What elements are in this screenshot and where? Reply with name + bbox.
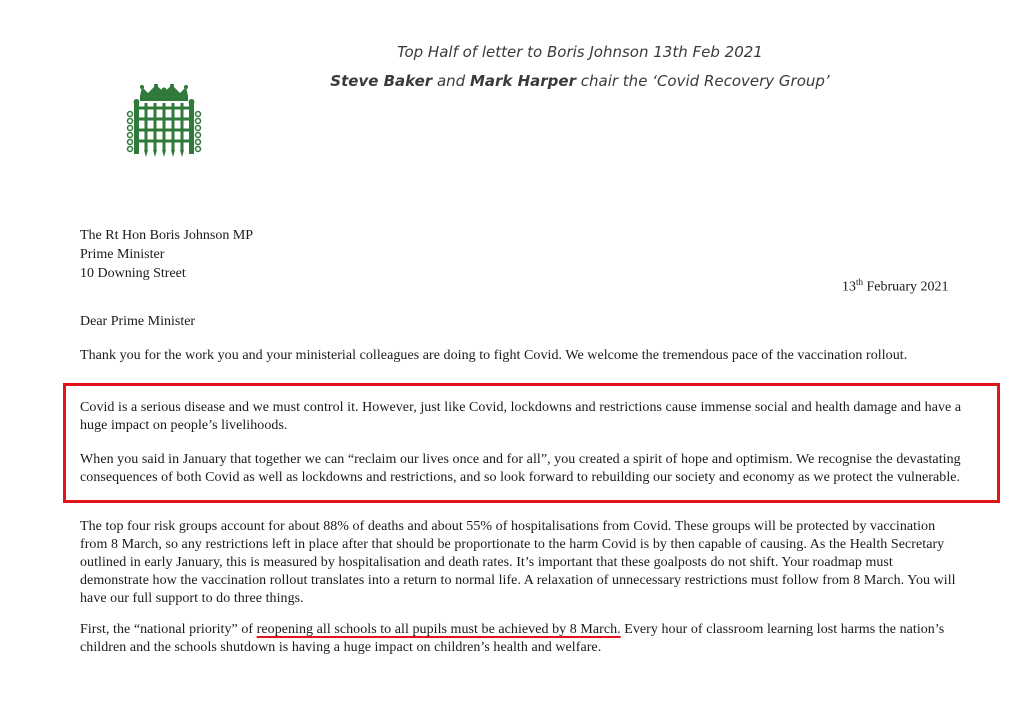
- address-line: Prime Minister: [80, 247, 165, 262]
- paragraph-4: The top four risk groups account for about 88% of deaths and about 55% of hospitalisations from Covid. These groups will be protected by vaccination from 8 March, so any restrictions left in place after that should be proportionate to the harm Covid is by then capable of causing. As the Health Secretary outlined in early January, this is measured by hospitalisation and death rates. It’s important that these goalposts do not shift. Your roadmap must demonstrate how the vaccination rollout translates into a return to normal life. A relaxation of unnecessary restrictions must follow from 8 March. You will have our full support to do three things.: [80, 519, 956, 606]
- caption-and: and: [432, 72, 470, 90]
- caption-rest: chair the ‘Covid Recovery Group’: [575, 72, 830, 90]
- caption-subtitle: [300, 72, 860, 90]
- caption-name-baker: Steve Baker: [330, 72, 433, 90]
- paragraph-5-end: Every hour of classroom learning lost harms the nation’s children and the schools shutdown is having a huge impact on children’s health and welfare.: [80, 622, 945, 655]
- red-highlight-box: [63, 383, 1000, 503]
- date-day: 13: [842, 279, 856, 295]
- paragraph-5: [80, 621, 965, 657]
- portcullis-icon: [124, 84, 204, 160]
- paragraph-1: Thank you for the work you and your ministerial colleagues are doing to fight Covid. We welcome the tremendous pace of the vaccination rollout.: [80, 348, 908, 363]
- paragraph-5-start: First, the “national priority” of: [80, 622, 257, 637]
- red-underlined-text: reopening all schools to all pupils must be achieved by 8 March.: [256, 622, 621, 637]
- letter-date: [842, 277, 949, 296]
- date-rest: February 2021: [863, 279, 949, 295]
- recipient-address: [80, 226, 253, 283]
- caption-title: Top Half of letter to Boris Johnson 13th Feb 2021: [397, 43, 763, 61]
- address-line: 10 Downing Street: [80, 266, 186, 281]
- date-suffix: th: [856, 277, 864, 287]
- paragraph-2: Covid is a serious disease and we must control it. However, just like Covid, lockdowns and restrictions cause immense social and health damage and have a huge impact on people’s livelihoods.: [80, 400, 962, 433]
- paragraph-3: When you said in January that together we can “reclaim our lives once and for all”, you created a spirit of hope and optimism. We recognise the devastating consequences of both Covid as well as lockdowns and restrictions, and so look forward to rebuilding our society and economy as we protect the vulnerable.: [80, 452, 961, 485]
- salutation: Dear Prime Minister: [80, 314, 196, 329]
- address-line: The Rt Hon Boris Johnson MP: [80, 228, 254, 243]
- caption-name-harper: Mark Harper: [469, 72, 576, 90]
